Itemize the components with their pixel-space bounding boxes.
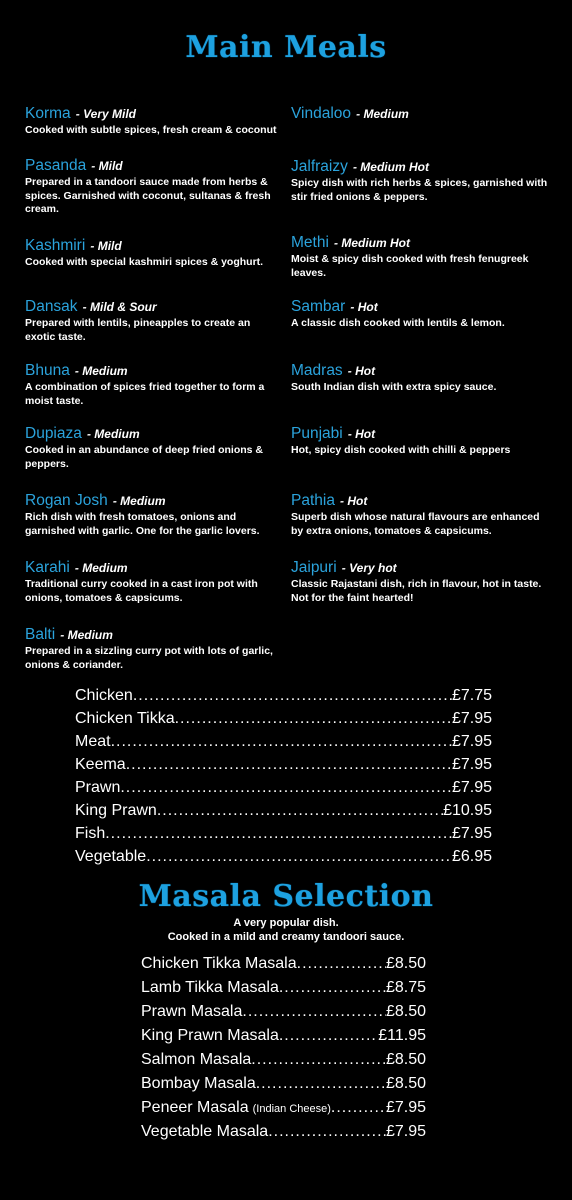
dish-heading <box>291 156 553 177</box>
dish-heading <box>25 296 280 317</box>
dish-heat-level: - Mild & Sour <box>82 300 157 314</box>
dish-description: Hot, spicy dish cooked with chilli & peppers <box>291 444 511 456</box>
main-meal-item-price: £7.95 <box>451 779 492 796</box>
dish-name: Dupiaza <box>25 425 82 442</box>
main-meal-item-name: Vegetable <box>75 848 147 865</box>
dish-name: Rogan Josh <box>25 492 108 509</box>
main-meal-item-price: £7.75 <box>451 687 492 704</box>
main-meal-price-row <box>75 730 492 753</box>
dish-heading <box>25 624 280 645</box>
dish-heat-level: - Mild <box>90 239 122 253</box>
dish-description: Prepared with lentils, pineapples to create an exotic taste. <box>25 317 251 343</box>
masala-price-row <box>141 976 426 1000</box>
masala-item-price: £8.50 <box>385 1075 426 1092</box>
main-meals-title: Main Meals <box>185 30 387 65</box>
dish-heading <box>25 423 280 444</box>
dish-heading <box>25 490 280 511</box>
dish-vindaloo <box>291 103 553 124</box>
dish-heading <box>25 235 280 256</box>
dot-leader <box>268 1120 386 1144</box>
masala-item-price: £11.95 <box>378 1027 426 1044</box>
main-meals-price-list <box>75 684 492 868</box>
dish-description: South Indian dish with extra spicy sauce. <box>291 381 497 393</box>
main-meal-price-row <box>75 845 492 868</box>
dish-dupiaza <box>25 423 280 471</box>
masala-price-row <box>141 1120 426 1144</box>
dish-kashmiri <box>25 235 280 270</box>
dish-heat-level: - Hot <box>347 427 376 441</box>
dot-leader <box>279 976 386 1000</box>
dot-leader <box>146 845 452 868</box>
main-meal-price-row <box>75 776 492 799</box>
dish-jalfraizy <box>291 156 553 204</box>
dish-name: Korma <box>25 105 71 122</box>
main-meal-item-name: Chicken Tikka <box>75 710 175 727</box>
main-meal-price-row <box>75 753 492 776</box>
masala-item-price: £8.50 <box>385 1003 426 1020</box>
dish-name: Dansak <box>25 298 78 315</box>
dish-name: Madras <box>291 362 343 379</box>
masala-item-price: £8.75 <box>385 979 426 996</box>
dish-name: Karahi <box>25 559 70 576</box>
masala-item-price: £7.95 <box>385 1099 426 1116</box>
dish-heading <box>291 360 553 381</box>
masala-subtitle-line-2: Cooked in a mild and creamy tandoori sauce. <box>167 931 405 943</box>
dish-heading <box>291 557 553 578</box>
dish-heat-level: - Medium Hot <box>352 160 429 174</box>
dot-leader <box>256 1072 386 1096</box>
dish-jaipuri <box>291 557 553 605</box>
dish-pasanda <box>25 155 280 217</box>
dish-heading <box>291 296 553 317</box>
main-meal-item-name: Prawn <box>75 779 121 796</box>
dish-heat-level: - Hot <box>347 364 376 378</box>
main-meal-item-name: Meat <box>75 733 111 750</box>
dish-heat-level: - Very Mild <box>75 107 136 121</box>
main-meal-item-price: £7.95 <box>451 756 492 773</box>
dot-leader <box>279 1024 378 1048</box>
dot-leader <box>297 952 386 976</box>
main-meal-price-row <box>75 822 492 845</box>
dot-leader <box>126 753 452 776</box>
main-meal-item-price: £10.95 <box>443 802 492 819</box>
masala-item-name: Peneer Masala <box>141 1099 249 1116</box>
dot-leader <box>157 799 443 822</box>
dish-description: Prepared in a tandoori sauce made from herbs & spices. Garnished with coconut, sultanas & fresh cream. <box>25 176 271 215</box>
main-meal-item-price: £7.95 <box>451 825 492 842</box>
masala-item-name: Prawn Masala <box>141 1003 243 1020</box>
dot-leader <box>105 822 452 845</box>
dish-description: Rich dish with fresh tomatoes, onions and garnished with garlic. One for the garlic lovers. <box>25 511 260 537</box>
dish-description: Cooked in an abundance of deep fried onions & peppers. <box>25 444 264 470</box>
main-meal-price-row <box>75 799 492 822</box>
dish-heat-level: - Medium <box>60 628 113 642</box>
dish-punjabi <box>291 423 553 458</box>
dish-description: Spicy dish with rich herbs & spices, garnished with stir fried onions & peppers. <box>291 177 548 203</box>
dot-leader <box>120 776 452 799</box>
dish-name: Jaipuri <box>291 559 337 576</box>
dish-karahi <box>25 557 280 605</box>
dish-balti <box>25 624 280 672</box>
dish-description: Classic Rajastani dish, rich in flavour, hot in taste. Not for the faint hearted! <box>291 578 542 604</box>
masala-item-price: £8.50 <box>385 955 426 972</box>
main-meal-item-name: Chicken <box>75 687 133 704</box>
masala-item-name: Bombay Masala <box>141 1075 256 1092</box>
dish-heading <box>25 103 280 124</box>
dish-dansak <box>25 296 280 344</box>
masala-item-name: Vegetable Masala <box>141 1123 269 1140</box>
dish-description: Moist & spicy dish cooked with fresh fenugreek leaves. <box>291 253 529 279</box>
masala-item-name: Lamb Tikka Masala <box>141 979 279 996</box>
dot-leader <box>242 1000 386 1024</box>
main-meal-item-name: Fish <box>75 825 106 842</box>
main-meal-item-name: Keema <box>75 756 126 773</box>
main-meal-item-price: £7.95 <box>451 710 492 727</box>
masala-subtitle <box>0 916 572 944</box>
dish-description: A classic dish cooked with lentils & lemon. <box>291 317 505 329</box>
dish-heat-level: - Medium <box>74 364 128 378</box>
masala-price-list <box>141 952 426 1144</box>
dot-leader <box>331 1096 386 1120</box>
dish-heading <box>25 155 280 176</box>
dish-description: A combination of spices fried together to form a moist taste. <box>25 381 265 407</box>
masala-price-row <box>141 1024 426 1048</box>
dish-name: Punjabi <box>291 425 343 442</box>
dot-leader <box>133 684 452 707</box>
dish-heat-level: - Hot <box>350 300 378 314</box>
dot-leader <box>175 707 452 730</box>
masala-price-row <box>141 1000 426 1024</box>
dish-name: Balti <box>25 626 56 643</box>
dish-name: Pathia <box>291 492 335 509</box>
dish-description: Superb dish whose natural flavours are enhanced by extra onions, tomatoes & capsicums. <box>291 511 540 537</box>
dish-madras <box>291 360 553 395</box>
main-meal-item-name: King Prawn <box>75 802 157 819</box>
main-meal-price-row <box>75 707 492 730</box>
dish-description: Cooked with subtle spices, fresh cream & coconut <box>25 124 277 136</box>
masala-subtitle-line-1: A very popular dish. <box>233 917 339 929</box>
dish-heading <box>25 557 280 578</box>
dish-heat-level: - Medium Hot <box>334 236 410 250</box>
masala-item-price: £8.50 <box>385 1051 426 1068</box>
dish-description: Cooked with special kashmiri spices & yoghurt. <box>25 256 264 268</box>
dish-name: Bhuna <box>25 362 70 379</box>
dish-heat-level: - Hot <box>340 494 368 508</box>
dish-methi <box>291 232 553 280</box>
main-meal-item-price: £6.95 <box>451 848 492 865</box>
dish-heading <box>291 490 553 511</box>
dot-leader <box>251 1048 386 1072</box>
masala-price-row <box>141 952 426 976</box>
dish-heat-level: - Medium <box>112 494 166 508</box>
dish-name: Methi <box>291 234 329 251</box>
masala-selection-title: Masala Selection <box>138 879 434 914</box>
dish-heading <box>291 232 553 253</box>
masala-item-name: Chicken Tikka Masala <box>141 955 297 972</box>
dish-name: Pasanda <box>25 157 87 174</box>
masala-price-row <box>141 1096 426 1120</box>
dish-heading <box>25 360 280 381</box>
masala-item-note: (Indian Cheese) <box>252 1103 331 1115</box>
dish-name: Vindaloo <box>291 105 352 122</box>
dish-rogan-josh <box>25 490 280 538</box>
dish-pathia <box>291 490 553 538</box>
dish-korma <box>25 103 280 138</box>
masala-item-name: King Prawn Masala <box>141 1027 279 1044</box>
masala-item-name: Salmon Masala <box>141 1051 252 1068</box>
dish-name: Jalfraizy <box>291 158 348 175</box>
dish-bhuna <box>25 360 280 408</box>
main-meal-price-row <box>75 684 492 707</box>
dish-description: Traditional curry cooked in a cast iron pot with onions, tomatoes & capsicums. <box>25 578 258 604</box>
dot-leader <box>111 730 452 753</box>
dish-heat-level: - Medium <box>356 107 409 121</box>
masala-price-row <box>141 1048 426 1072</box>
dish-heat-level: - Medium <box>74 561 128 575</box>
masala-price-row <box>141 1072 426 1096</box>
dish-description: Prepared in a sizzling curry pot with lots of garlic, onions & coriander. <box>25 645 273 671</box>
dish-heading <box>291 423 553 444</box>
dish-name: Kashmiri <box>25 237 86 254</box>
dish-heat-level: - Medium <box>86 427 140 441</box>
dish-heat-level: - Mild <box>91 159 123 173</box>
dish-sambar <box>291 296 553 331</box>
dish-heading <box>291 103 553 124</box>
dish-name: Sambar <box>291 298 346 315</box>
masala-item-price: £7.95 <box>385 1123 426 1140</box>
dish-heat-level: - Very hot <box>341 561 397 575</box>
main-meal-item-price: £7.95 <box>451 733 492 750</box>
